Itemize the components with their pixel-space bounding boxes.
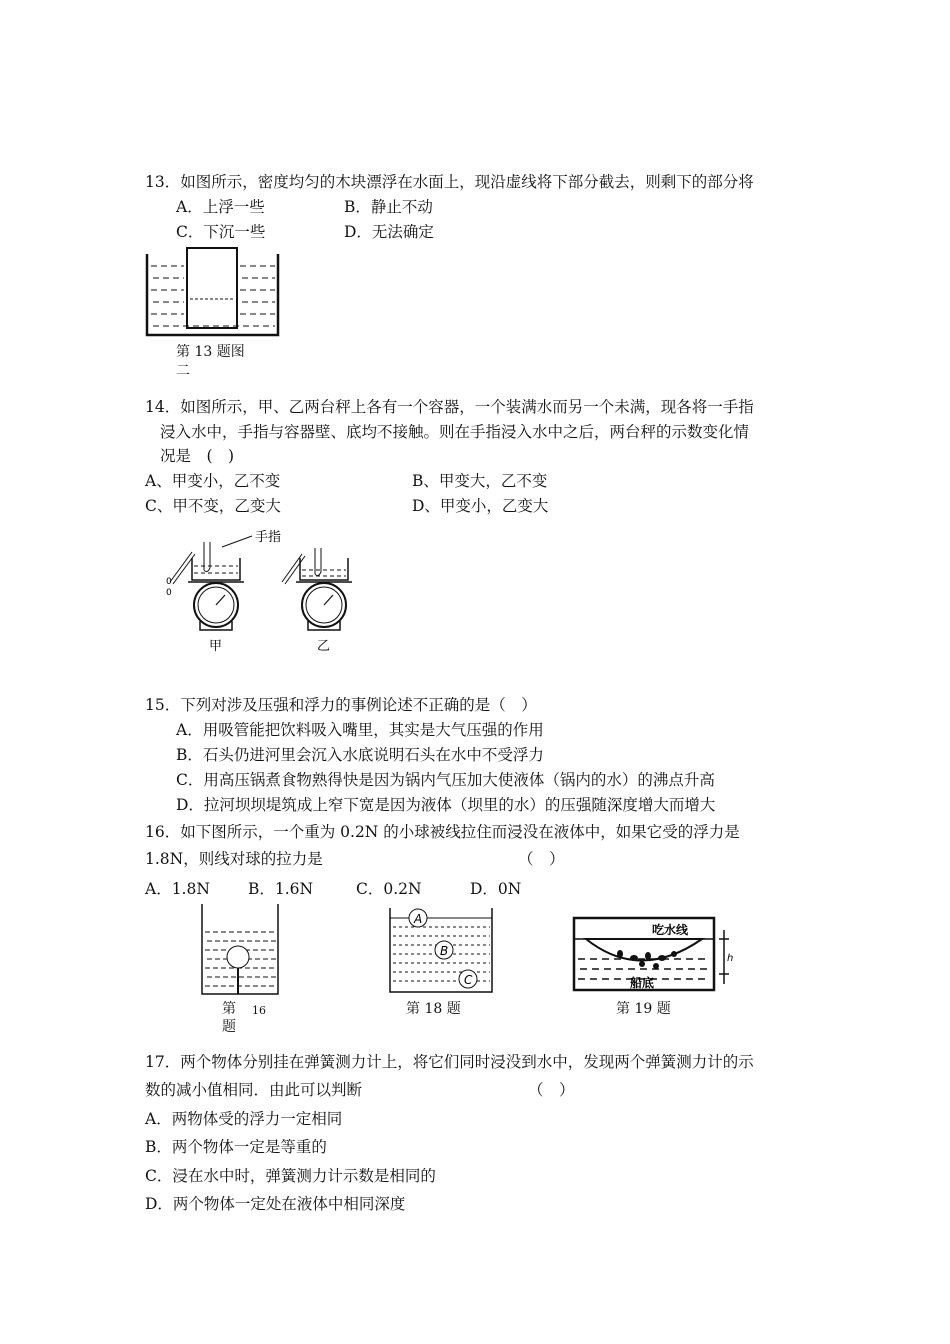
q17-option-a: A．两物体受的浮力一定相同 (145, 1110, 343, 1128)
q13-option-b: B．静止不动 (344, 198, 433, 216)
hull-bottom-label: 船底 (630, 976, 655, 990)
fig16-caption-a: 第 (222, 1001, 236, 1017)
q17-stem-2: 数的减小值相同．由此可以判断 (145, 1081, 363, 1099)
q16-option-c: C．0.2N (356, 880, 422, 898)
waterline-label: 吃水线 (652, 923, 689, 937)
q14-figure (160, 522, 370, 657)
q17-option-d: D．两个物体一定处在液体中相同深度 (145, 1195, 406, 1213)
q17-bracket: （ ） (528, 1081, 575, 1099)
q15-option-d: D．拉河坝坝堤筑成上窄下宽是因为液体（坝里的水）的压强随深度增大而增大 (176, 796, 716, 814)
q14-stem-2: 浸入水中，手指与容器壁、底均不接触。则在手指浸入水中之后，两台秤的示数变化情 (160, 423, 750, 441)
ball-a-label: A (414, 912, 423, 926)
q16-stem-2: 1.8N，则线对球的拉力是 (145, 850, 323, 868)
finger-label: 手指 (255, 530, 282, 545)
scale-b-label: 乙 (317, 639, 331, 654)
q13-caption: 第 13 题图 (176, 344, 245, 360)
q16-option-b: B．1.6N (248, 880, 314, 898)
ball-b-label: B (440, 944, 449, 958)
fig16-caption-b: 题 (222, 1019, 236, 1035)
fig19-caption: 第 19 题 (616, 1001, 671, 1017)
q14-option-a: A、甲变小，乙不变 (145, 472, 281, 490)
q14-stem-3: 况是 ( ) (160, 447, 235, 465)
q14-option-d: D、甲变小，乙变大 (412, 497, 549, 515)
scale-b (282, 548, 352, 654)
q15-option-a: A．用吸管能把饮料吸入嘴里，其实是大气压强的作用 (176, 721, 544, 739)
svg-text:0: 0 (166, 577, 172, 587)
ball-c-label: C (464, 973, 473, 987)
q14-option-c: C、甲不变，乙变大 (145, 497, 281, 515)
q15-stem: 15．下列对涉及压强和浮力的事例论述不正确的是（ ） (145, 696, 537, 714)
q17-option-c: C．浸在水中时，弹簧测力计示数是相同的 (145, 1167, 436, 1185)
q16-bracket: （ ） (518, 850, 565, 868)
svg-text:0: 0 (166, 588, 172, 598)
q13-stem: 13．如图所示，密度均匀的木块漂浮在水面上，现沿虚线将下部分截去，则剩下的部分将 (145, 173, 754, 191)
q15-option-b: B．石头仍进河里会沉入水底说明石头在水中不受浮力 (176, 746, 544, 764)
fig18 (386, 906, 496, 996)
scale-a-label: 甲 (209, 639, 223, 654)
fig18-caption: 第 18 题 (406, 1001, 461, 1017)
scale-a (166, 542, 244, 654)
q15-option-c: C．用高压锅煮食物熟得快是因为锅内气压加大使液体（锅内的水）的沸点升高 (176, 771, 715, 789)
fig16-caption-num: 16 (252, 1004, 266, 1017)
q13-figure (140, 240, 285, 340)
q13-option-d: D．无法确定 (344, 223, 434, 241)
q13-option-a: A．上浮一些 (176, 198, 265, 216)
fig16 (196, 902, 286, 998)
q14-stem-1: 14．如图所示，甲、乙两台秤上各有一个容器，一个装满水而另一个未满，现各将一手指 (145, 398, 754, 416)
q17-option-b: B．两个物体一定是等重的 (145, 1138, 327, 1156)
h-label: h (727, 953, 734, 964)
q14-option-b: B、甲变大，乙不变 (412, 472, 548, 490)
q16-option-a: A．1.8N (145, 880, 210, 898)
q13-caption-2: 二 (176, 363, 190, 379)
q16-option-d: D．0N (470, 880, 522, 898)
q13-option-c: C．下沉一些 (176, 223, 266, 241)
q16-stem-1: 16．如下图所示，一个重为 0.2N 的小球被线拉住而浸没在液体中，如果它受的浮力是 (145, 823, 740, 841)
fig19 (568, 912, 740, 996)
q17-stem-1: 17．两个物体分别挂在弹簧测力计上，将它们同时浸没到水中，发现两个弹簧测力计的示 (145, 1053, 754, 1071)
